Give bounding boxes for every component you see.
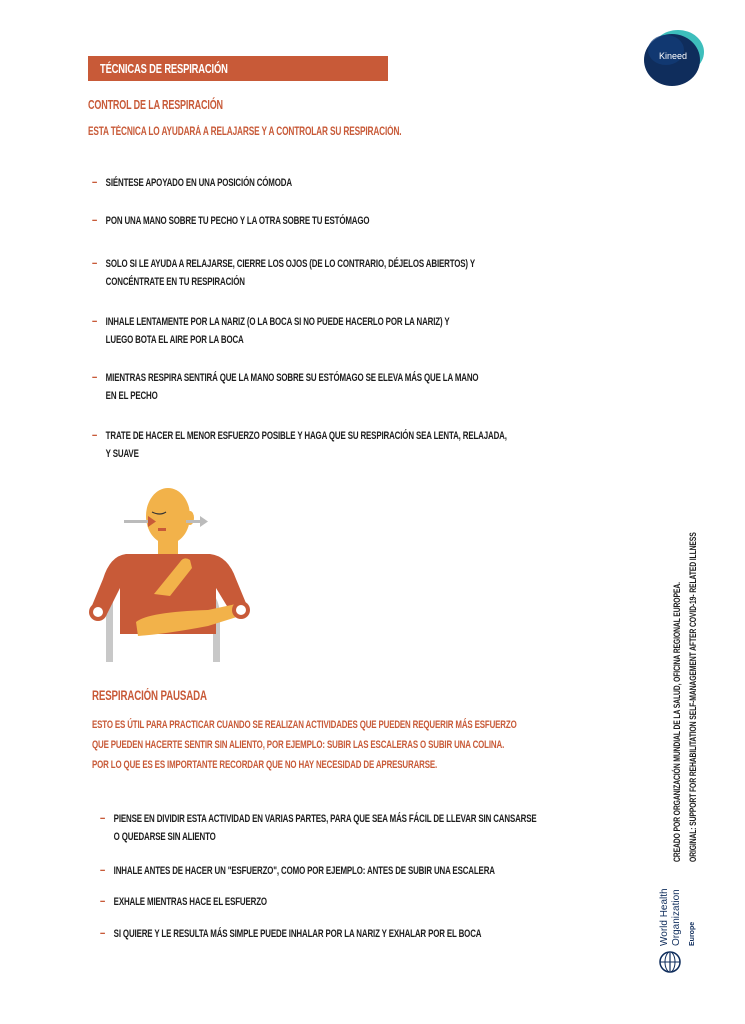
- list-item-text: SOLO SI LE AYUDA A RELAJARSE, CIERRE LOS OJOS (DE LO CONTRARIO, DÉJELOS ABIERTOS) Y: [105, 258, 475, 270]
- dash-bullet-icon: –: [100, 862, 106, 877]
- list-item-text: Y SUAVE: [105, 448, 139, 460]
- credit-line: CREADO POR ORGANIZACIÓN MUNDIAL DE LA SALUD, OFICINA REGIONAL EUROPEA.: [672, 582, 683, 862]
- list-item-text: TRATE DE HACER EL MENOR ESFUERZO POSIBLE Y HAGA QUE SU RESPIRACIÓN SEA LENTA, RELAJADA,: [105, 430, 507, 442]
- who-emblem-icon: [658, 950, 682, 974]
- list-item-text: INHALE ANTES DE HACER UN "ESFUERZO", COMO POR EJEMPLO: ANTES DE SUBIR UNA ESCALERA: [113, 865, 495, 877]
- section1-title: CONTROL DE LA RESPIRACIÓN: [88, 98, 223, 112]
- banner-title: TÉCNICAS DE RESPIRACIÓN: [100, 61, 228, 76]
- list-item-text: MIENTRAS RESPIRA SENTIRÁ QUE LA MANO SOBRE SU ESTÓMAGO SE ELEVA MÁS QUE LA MANO: [105, 372, 479, 384]
- list-item-text: EXHALE MIENTRAS HACE EL ESFUERZO: [113, 896, 267, 908]
- section-banner: [88, 56, 388, 81]
- section2-title: RESPIRACIÓN PAUSADA: [92, 688, 207, 703]
- list-item-text: EN EL PECHO: [105, 390, 158, 402]
- who-name-line: World Health: [659, 888, 670, 946]
- dash-bullet-icon: –: [92, 212, 98, 227]
- list-item-text: SIÉNTESE APOYADO EN UNA POSICIÓN CÓMODA: [105, 177, 292, 189]
- list-item-text: INHALE LENTAMENTE POR LA NARIZ (O LA BOCA SI NO PUEDE HACERLO POR LA NARIZ) Y: [105, 316, 450, 328]
- dash-bullet-icon: –: [100, 925, 106, 940]
- list-item-text: SI QUIERE Y LE RESULTA MÁS SIMPLE PUEDE INHALAR POR LA NARIZ Y EXHALAR POR EL BOCA: [113, 928, 482, 940]
- list-item-text: PON UNA MANO SOBRE TU PECHO Y LA OTRA SOBRE TU ESTÓMAGO: [105, 215, 370, 227]
- breathing-illustration: [88, 484, 268, 664]
- credit-line: ORIGINAL: SUPPORT FOR REHABILITATION SELF-MANAGEMENT AFTER COVID-19- RELATED ILLNESS: [688, 532, 699, 862]
- dash-bullet-icon: –: [92, 313, 98, 328]
- section1-subtitle: ESTA TÉCNICA LO AYUDARÁ A RELAJARSE Y A CONTROLAR SU RESPIRACIÓN.: [88, 126, 402, 138]
- dash-bullet-icon: –: [92, 255, 98, 270]
- logo-text: Kineed: [659, 51, 688, 61]
- list-item-text: CONCÉNTRATE EN TU RESPIRACIÓN: [105, 276, 245, 288]
- list-item-text: O QUEDARSE SIN ALIENTO: [113, 831, 216, 843]
- dash-bullet-icon: –: [100, 893, 106, 908]
- list-item-text: LUEGO BOTA EL AIRE POR LA BOCA: [105, 334, 244, 346]
- dash-bullet-icon: –: [92, 427, 98, 442]
- who-region: Europe: [689, 921, 696, 946]
- section2-paragraph-line: POR LO QUE ES ES IMPORTANTE RECORDAR QUE NO HAY NECESIDAD DE APRESURARSE.: [92, 759, 438, 771]
- list-item-text: PIENSE EN DIVIDIR ESTA ACTIVIDAD EN VARIAS PARTES, PARA QUE SEA MÁS FÁCIL DE LLEVAR SIN CANSARSE: [113, 813, 537, 825]
- section2-paragraph-line: QUE PUEDEN HACERTE SENTIR SIN ALIENTO, POR EJEMPLO: SUBIR LAS ESCALERAS O SUBIR UNA COLINA.: [92, 739, 505, 751]
- dash-bullet-icon: –: [92, 174, 98, 189]
- dash-bullet-icon: –: [92, 369, 98, 384]
- who-name-line: Organization: [671, 889, 682, 946]
- who-logo: [654, 876, 704, 976]
- section2-paragraph-line: ESTO ES ÚTIL PARA PRACTICAR CUANDO SE REALIZAN ACTIVIDADES QUE PUEDEN REQUERIR MÁS ESFUERZO: [92, 719, 517, 731]
- dash-bullet-icon: –: [100, 810, 106, 825]
- kineed-logo: [638, 22, 708, 92]
- person-breathing-icon: [88, 484, 268, 664]
